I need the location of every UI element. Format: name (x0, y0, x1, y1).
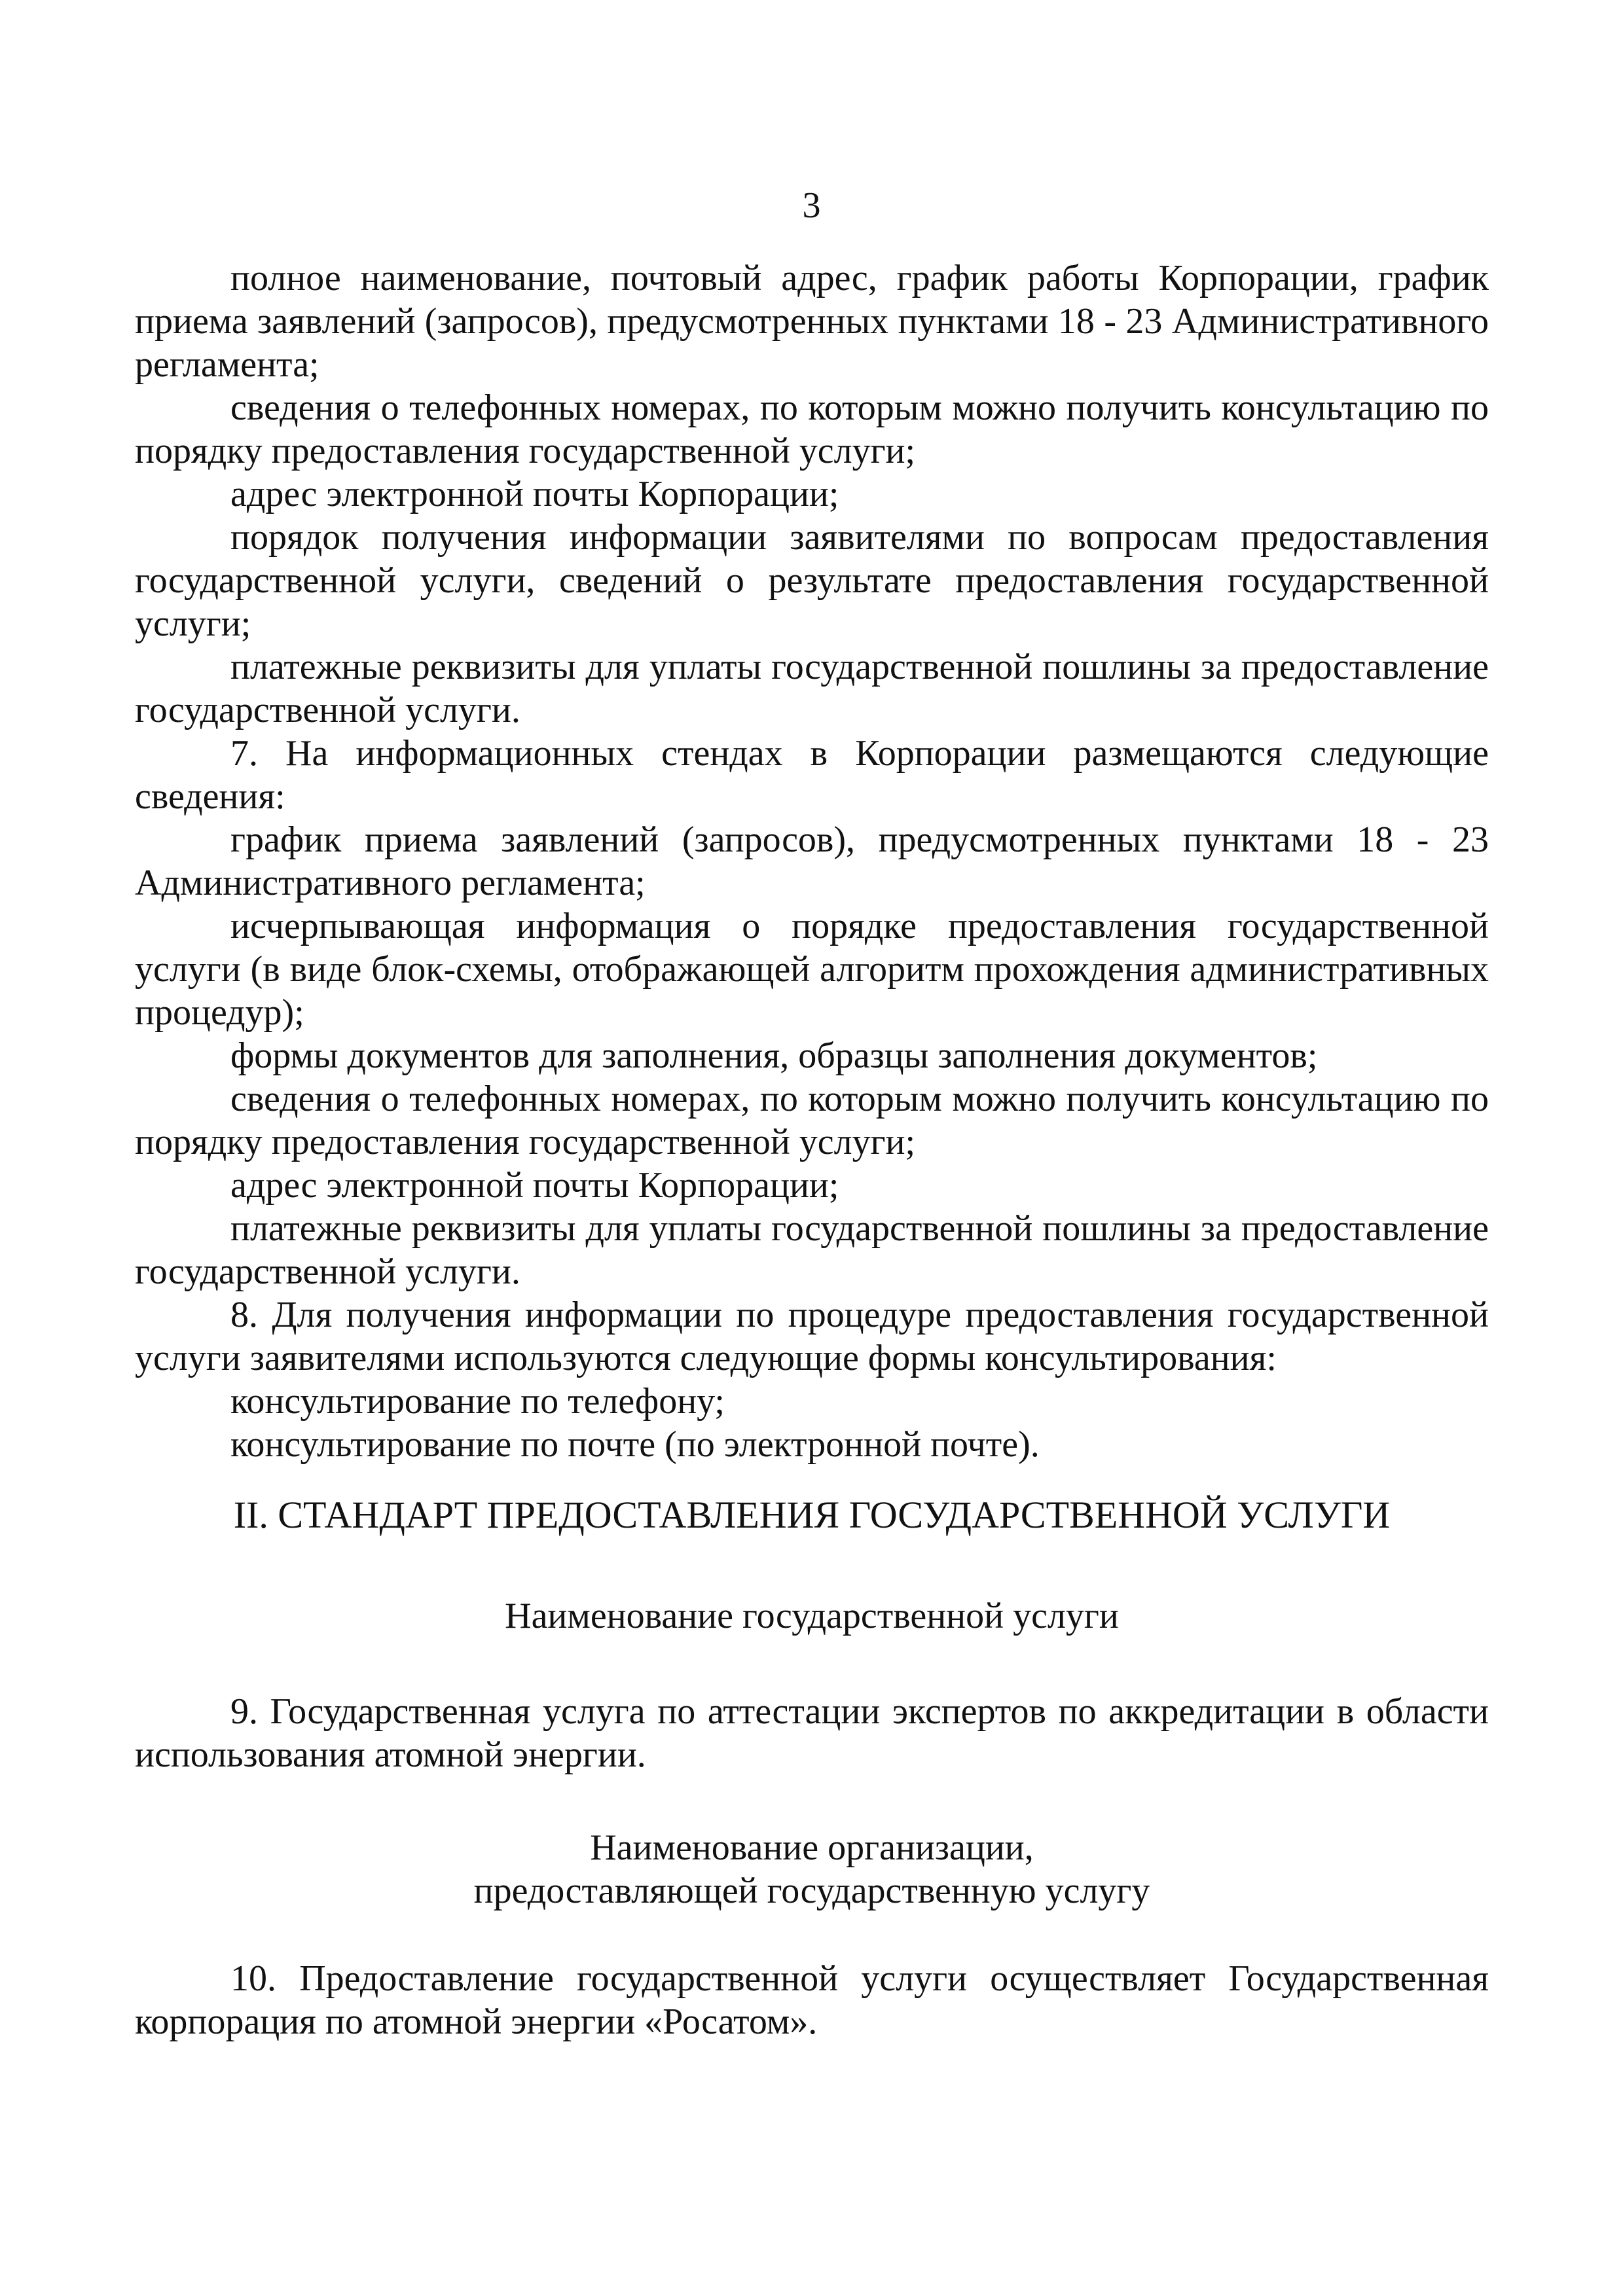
paragraph-7: 7. На информационных стендах в Корпорации размещаются следующие сведения: (135, 733, 1489, 817)
paragraph: порядок получения информации заявителями по вопросам предоставления государственной услуги, сведений о результате предоставления государственной услуги; (135, 517, 1489, 644)
subheading-organization (135, 1826, 1489, 1912)
section-heading: II. СТАНДАРТ ПРЕДОСТАВЛЕНИЯ ГОСУДАРСТВЕННОЙ УСЛУГИ (233, 1494, 1391, 1536)
paragraph: адрес электронной почты Корпорации; (230, 1165, 839, 1206)
paragraph: сведения о телефонных номерах, по которым можно получить консультацию по порядку предоставления государственной услуги; (135, 1079, 1489, 1162)
paragraph-9: 9. Государственная услуга по аттестации экспертов по аккредитации в области использования атомной энергии. (135, 1691, 1489, 1775)
paragraph: консультирование по телефону; (230, 1381, 725, 1422)
paragraph-10: 10. Предоставление государственной услуги осуществляет Государственная корпорация по атомной энергии «Росатом». (135, 1958, 1489, 2042)
subheading-org-line-1: Наименование организации, (590, 1827, 1034, 1868)
subheading-service-name: Наименование государственной услуги (505, 1596, 1119, 1636)
page-number: 3 (802, 185, 821, 226)
paragraph: полное наименование, почтовый адрес, график работы Корпорации, график приема заявлений (запросов), предусмотренных пунктами 18 - 23 Административного регламента; (135, 258, 1489, 385)
paragraph: исчерпывающая информация о порядке предоставления государственной услуги (в виде блок-схемы, отображающей алгоритм прохождения административных процедур); (135, 906, 1489, 1033)
paragraph: адрес электронной почты Корпорации; (230, 474, 839, 514)
body-text (135, 257, 1489, 1466)
subheading-org-line-2: предоставляющей государственную услугу (473, 1871, 1150, 1911)
paragraph: консультирование по почте (по электронной почте). (230, 1424, 1040, 1465)
paragraph: платежные реквизиты для уплаты государственной пошлины за предоставление государственной услуги. (135, 1208, 1489, 1292)
paragraph: график приема заявлений (запросов), предусмотренных пунктами 18 - 23 Административного регламента; (135, 819, 1489, 903)
paragraph: сведения о телефонных номерах, по которым можно получить консультацию по порядку предоставления государственной услуги; (135, 387, 1489, 471)
paragraph: платежные реквизиты для уплаты государственной пошлины за предоставление государственной услуги. (135, 647, 1489, 730)
paragraph-8: 8. Для получения информации по процедуре предоставления государственной услуги заявителями используются следующие формы консультирования: (135, 1295, 1489, 1378)
paragraph: формы документов для заполнения, образцы заполнения документов; (230, 1035, 1318, 1076)
